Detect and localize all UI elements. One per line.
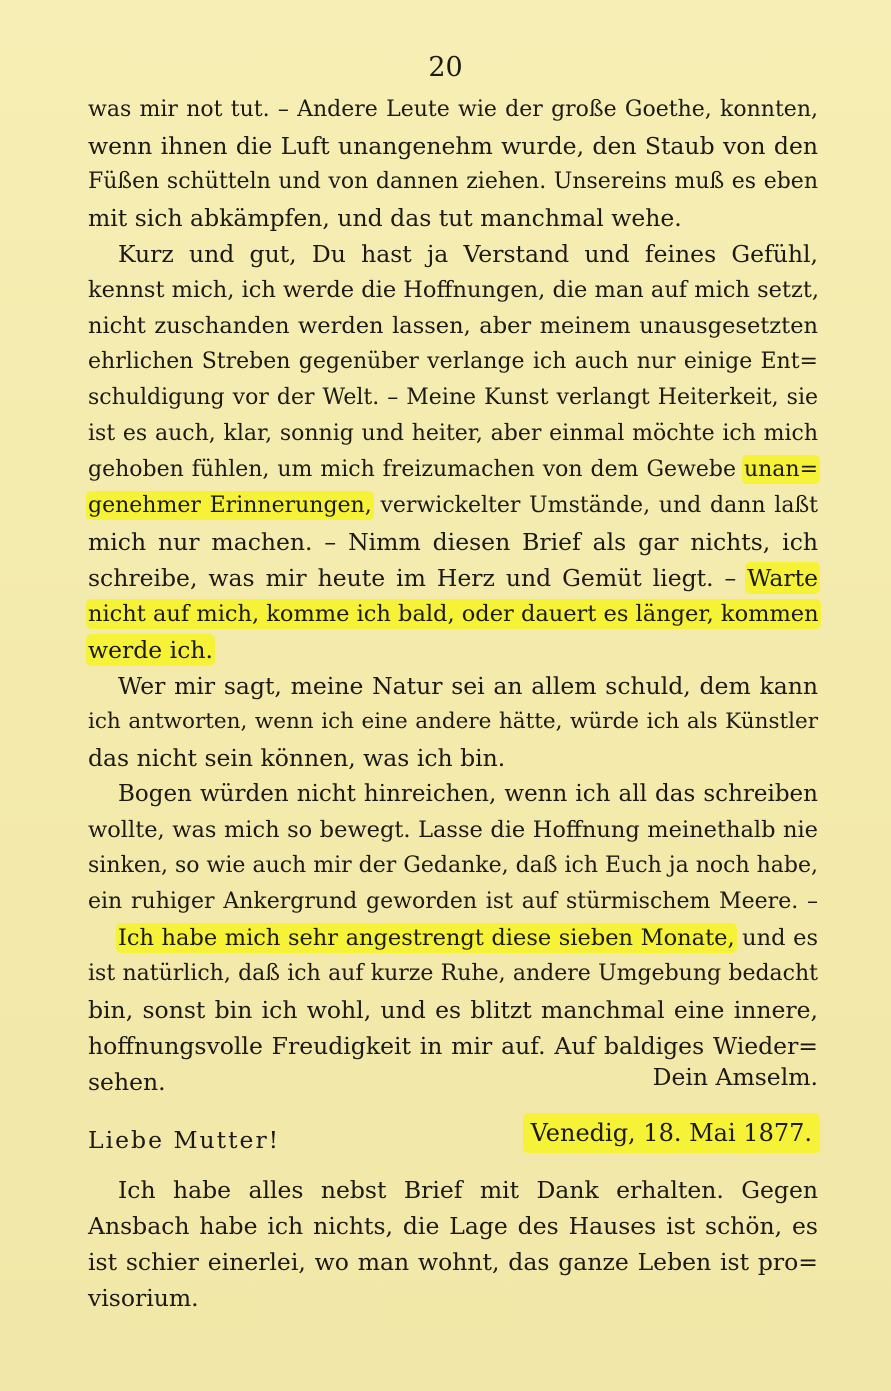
highlighted-text: Ich habe mich sehr angestrengt diese sieben Monate, xyxy=(118,925,735,951)
highlighted-text: werde ich. xyxy=(88,636,213,664)
text-line: schuldigung vor der Welt. – Meine Kunst verlangt Heiterkeit, sie xyxy=(88,385,818,410)
text-line: ich antworten, wenn ich eine andere hätte, würde ich als Künstler xyxy=(88,709,818,734)
text-line xyxy=(88,596,818,632)
text-line xyxy=(88,560,818,596)
text-line: ein ruhiger Ankergrund geworden ist auf stürmischem Meere. – xyxy=(88,889,818,914)
text-line: wenn ihnen die Luft unangenehm wurde, den Staub von den xyxy=(88,132,818,160)
text-line: ehrlichen Streben gegenüber verlange ich auch nur einige Ent= xyxy=(88,349,818,374)
letter-date: Venedig, 18. Mai 1877. xyxy=(525,1115,818,1151)
text-line xyxy=(118,920,818,956)
paragraph-start-line: Kurz und gut, Du hast ja Verstand und feines Gefühl, xyxy=(118,240,818,268)
text-line: ist schier einerlei, wo man wohnt, das ganze Leben ist pro= xyxy=(88,1248,818,1276)
page-number: 20 xyxy=(428,52,463,83)
text-line: ist natürlich, daß ich auf kurze Ruhe, andere Umgebung bedacht xyxy=(88,961,818,986)
text-line: was mir not tut. – Andere Leute wie der große Goethe, konnten, xyxy=(88,97,818,122)
highlighted-text: Warte xyxy=(747,564,818,592)
text-line: Füßen schütteln und von dannen ziehen. Unsereins muß es eben xyxy=(88,169,818,194)
paragraph-start-line: Ich habe alles nebst Brief mit Dank erhalten. Gegen xyxy=(118,1176,818,1204)
highlighted-text: unan= xyxy=(743,457,819,482)
text-line: visorium. xyxy=(88,1284,199,1312)
paragraph-start-line: Wer mir sagt, meine Natur sei an allem schuld, dem kann xyxy=(118,672,818,700)
text-line: wollte, was mich so bewegt. Lasse die Hoffnung meinethalb nie xyxy=(88,817,818,843)
text-line: das nicht sein können, was ich bin. xyxy=(88,744,506,772)
text-line xyxy=(88,488,818,524)
highlighted-text: nicht auf mich, komme ich bald, oder dauert es länger, kommen xyxy=(88,601,819,627)
text-line: sinken, so wie auch mir der Gedanke, daß ich Euch ja noch habe, xyxy=(88,853,818,878)
highlighted-text: genehmer Erinnerungen, xyxy=(88,493,372,518)
text-fragment: und es xyxy=(742,925,818,951)
text-line: hoffnungsvolle Freudigkeit in mir auf. Auf baldiges Wieder= xyxy=(88,1032,818,1060)
text-line: Ansbach habe ich nichts, die Lage des Hauses ist schön, es xyxy=(88,1212,818,1240)
signature: Dein Amselm. xyxy=(652,1063,818,1091)
text-line: nicht zuschanden werden lassen, aber meinem unausgesetzten xyxy=(88,313,818,339)
text-fragment: schreibe, was mir heute im Herz und Gemüt liegt. – xyxy=(88,564,737,592)
text-line: ist es auch, klar, sonnig und heiter, aber einmal möchte ich mich xyxy=(88,421,818,446)
text-line: kennst mich, ich werde die Hoffnungen, die man auf mich setzt, xyxy=(88,277,820,303)
paragraph-start-line: Bogen würden nicht hinreichen, wenn ich all das schreiben xyxy=(118,781,818,807)
text-line: mit sich abkämpfen, und das tut manchmal wehe. xyxy=(88,204,682,232)
text-line xyxy=(88,452,818,488)
salutation: Liebe Mutter! xyxy=(88,1126,281,1154)
text-fragment: verwickelter Umstände, und dann laßt xyxy=(380,493,818,518)
text-line: mich nur machen. – Nimm diesen Brief als gar nichts, ich xyxy=(88,528,818,556)
text-line xyxy=(88,632,818,668)
text-fragment: gehoben fühlen, um mich freizumachen von dem Gewebe xyxy=(88,457,736,482)
text-line: sehen. xyxy=(88,1068,166,1096)
text-line: bin, sonst bin ich wohl, und es blitzt manchmal eine innere, xyxy=(88,996,818,1024)
